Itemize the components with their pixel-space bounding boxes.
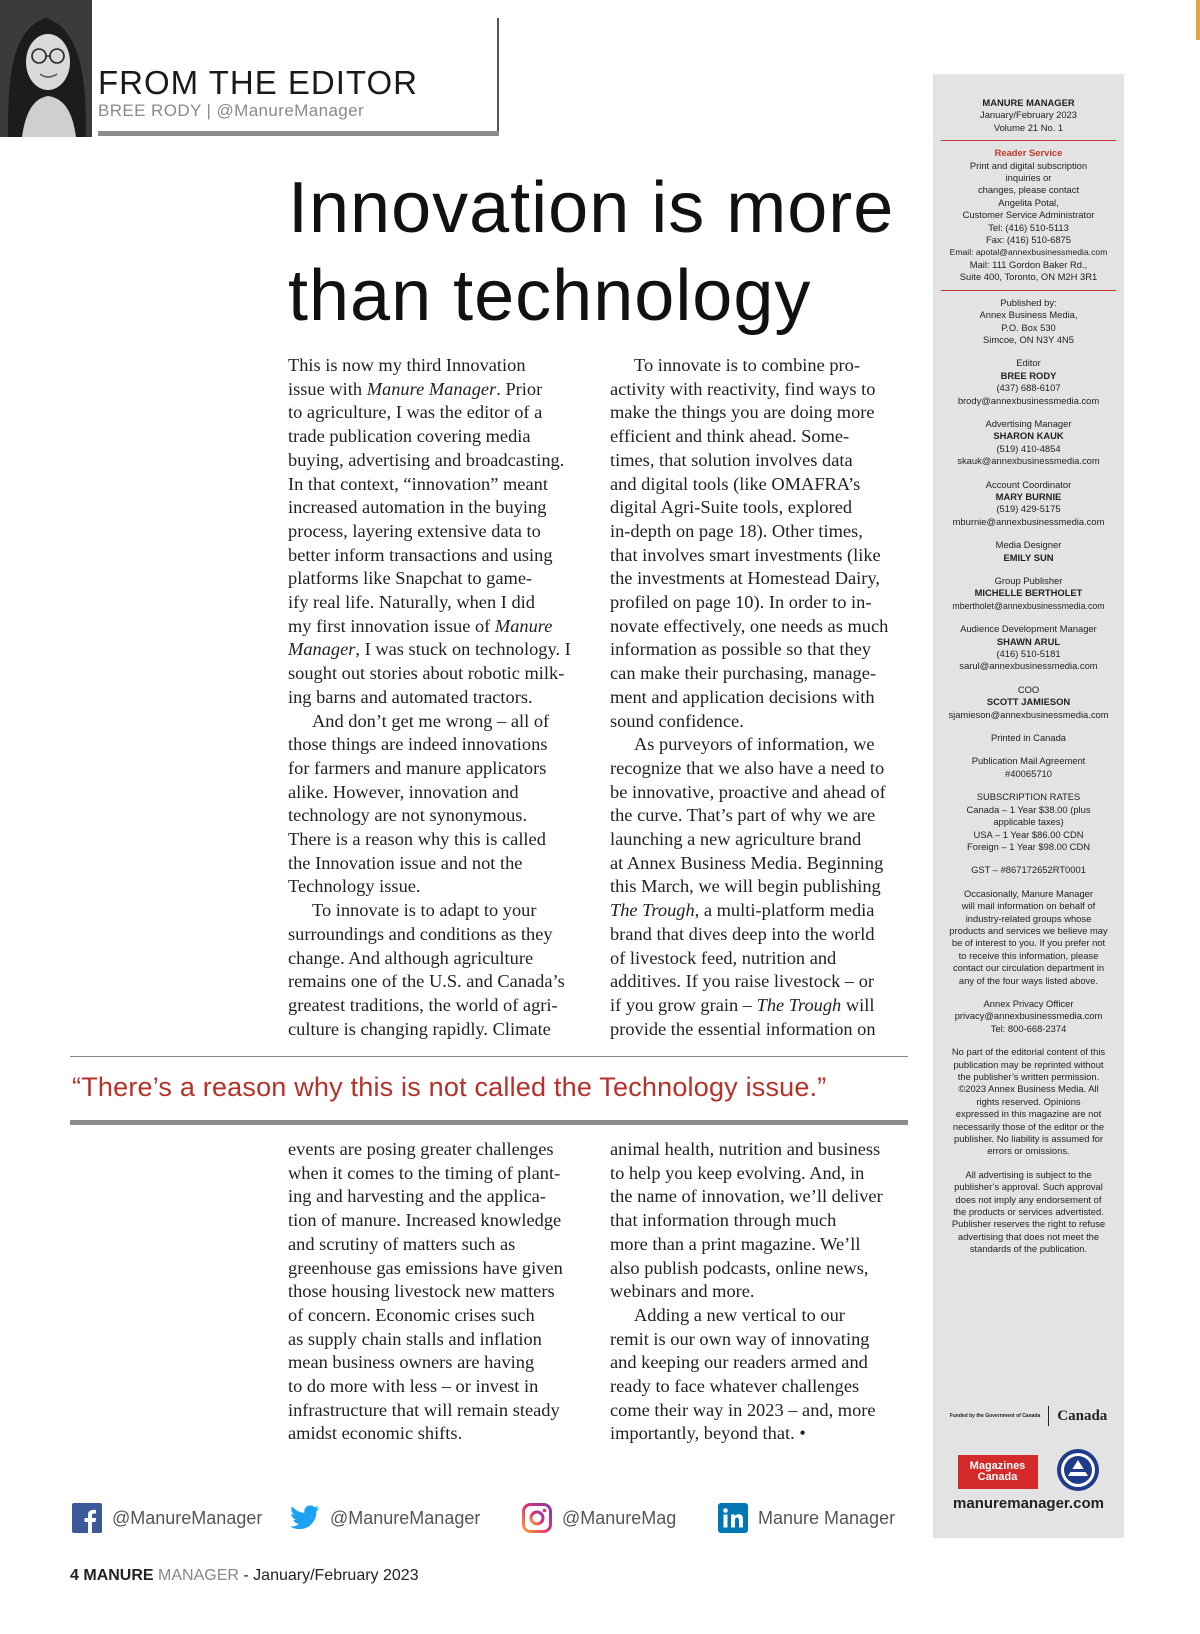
twitter-handle: @ManureManager (330, 1507, 481, 1528)
reader-service-info: Print and digital subscription inquiries or changes, please contact Angelita Potal, Customer Service Administrator Tel: (416) 510-5113 Fax: (416) 510-6875 Email: apotal@annexbusinessmedia.com Mail: 111 Gordon Baker Rd., Suite 400, Toronto, ON M2H 3R1 (949, 159, 1108, 283)
staff-coo: COO SCOTT JAMIESON sjamieson@annexbusinessmedia.com (948, 683, 1109, 720)
copyright-notice: No part of the editorial content of this publication may be reprinted without the publisher’s written permission. ©2023 Annex Business Media. All rights reserved. Opinions expressed in this magazine are not necessarily those of the editor or the publisher. No liability is assumed for errors or omissions. (951, 1046, 1106, 1157)
pullquote-top-rule (70, 1056, 908, 1057)
canada-wordmark: Canada (1057, 1407, 1108, 1424)
masthead-title: MANURE MANAGER (982, 97, 1075, 108)
staff-group-publisher: Group Publisher MICHELLE BERTHOLET mbertholet@annexbusinessmedia.com (952, 575, 1105, 611)
article-headline (288, 164, 908, 340)
body-paragraph: As purveyors of information, we recognize that we also have a need to be innovative, proactive and ahead of the curve. That’s part of why we are launching a new agriculture brand at Annex Business Media. Beginning this March, we will begin publishing The Trough, a multi-platform media brand that dives deep into the world of livestock feed, nutrition and additives. If you raise livestock – or if you grow grain – The Trough will provide the essential information on (610, 734, 886, 1039)
gst-number: GST – #867172652RT0001 (971, 864, 1086, 876)
instagram-icon (522, 1503, 552, 1533)
staff-audience-development: Audience Development Manager SHAWN ARUL (416) 510-5181 sarul@annexbusinessmedia.com (959, 623, 1098, 672)
headline-line-1: Innovation is more (288, 168, 895, 248)
social-instagram[interactable] (522, 1500, 676, 1536)
website-url[interactable]: manuremanager.com (953, 1495, 1104, 1512)
body-paragraph: Adding a new vertical to our remit is our own way of innovating and keeping our readers armed and ready to face whatever challenges come their way in 2023 – and, more importantly, beyond that. • (610, 1304, 876, 1444)
page-footer (70, 1567, 419, 1585)
privacy-officer: Annex Privacy Officer privacy@annexbusinessmedia.com Tel: 800-668-2374 (954, 997, 1103, 1034)
publisher-info: Published by: Annex Business Media, P.O. Box 530 Simcoe, ON N3Y 4N5 (979, 296, 1078, 345)
audit-seal-icon (1056, 1448, 1100, 1495)
printed-in: Printed in Canada (990, 732, 1067, 744)
masthead-sidebar (933, 74, 1124, 1538)
article-column-1-top (288, 354, 598, 1041)
facebook-handle: @ManureManager (112, 1507, 263, 1528)
mailing-notice: Occasionally, Manure Manager will mail information on behalf of industry-related groups whose products and services we believe may be of interest to you. If you prefer not to receive this information, please contact our circulation department in any of the four ways listed above. (949, 887, 1108, 986)
social-twitter[interactable] (290, 1500, 480, 1536)
logo-divider (1048, 1406, 1049, 1426)
pullquote-bottom-rule (70, 1120, 908, 1125)
body-paragraph: events are posing greater challenges when it comes to the timing of plant- ing and harvesting and the applica- tion of manure. Increased knowledge and scrutiny of matters such as greenhouse gas emissions have given those housing livestock new matters of concern. Economic crises such as supply chain stalls and inflation mean business owners are having to do more with less – or invest in infrastructure that will remain steady amidst economic shifts. (288, 1139, 563, 1444)
staff-editor: Editor BREE RODY (437) 688-6107 brody@annexbusinessmedia.com (957, 357, 1100, 406)
headline-line-2: than technology (288, 256, 812, 336)
masthead-divider (941, 290, 1116, 291)
linkedin-icon (718, 1503, 748, 1533)
body-paragraph: To innovate is to combine pro- activity with reactivity, find ways to make the things you are doing more efficient and think ahead. Some- times, that solution involves data and digital tools (like OMAFRA’s digital Agri-Suite tools, explored in-depth on page 18). Other times, that involves smart investments (like the investments at Homestead Dairy, profiled on page 10). In order to in- novate effectively, one needs as much information as possible so that they can make their purchasing, manage- ment and application decisions with sound confidence. (610, 355, 889, 731)
magazines-canada-logo: Magazines Canada (958, 1455, 1038, 1489)
page-number: 4 (70, 1567, 79, 1584)
footer-brand-light: MANAGER (158, 1567, 239, 1584)
byline: BREE RODY | @ManureManager (98, 101, 365, 120)
footer-issue: - January/February 2023 (243, 1567, 419, 1584)
staff-media-designer: Media Designer EMILY SUN (995, 539, 1062, 563)
funded-by-text: Funded by the Government of Canada (949, 1412, 1041, 1419)
header-rule (98, 131, 499, 136)
staff-account-coordinator: Account Coordinator MARY BURNIE (519) 429-5175 mburnie@annexbusinessmedia.com (952, 478, 1105, 527)
subscription-rates: SUBSCRIPTION RATES Canada – 1 Year $38.00 (plus applicable taxes) USA – 1 Year $86.00 CDN Foreign – 1 Year $98.00 CDN (966, 791, 1091, 852)
editor-photo (0, 0, 92, 137)
instagram-handle: @ManureMag (562, 1507, 677, 1528)
masthead-divider (941, 140, 1116, 141)
reader-service-label: Reader Service (994, 147, 1063, 159)
twitter-icon (290, 1503, 320, 1533)
body-paragraph: This is now my third Innovation issue with Manure Manager. Prior to agriculture, I was the editor of a trade publication covering media buying, advertising and broadcasting. In that context, “innovation” meant increased automation in the buying process, layering extensive data to better inform transactions and using platforms like Snapchat to game- ify real life. Naturally, when I did my first innovation issue of Manure Manager, I was stuck on technology. I sought out stories about robotic milk- ing barns and automated tractors. (288, 355, 571, 707)
masthead-issue: January/February 2023 (980, 109, 1077, 121)
linkedin-handle: Manure Manager (758, 1507, 896, 1528)
body-paragraph: animal health, nutrition and business to help you keep evolving. And, in the name of innovation, we’ll deliver that information through much more than a print magazine. We’ll also publish podcasts, online news, webinars and more. (610, 1139, 883, 1302)
section-title: FROM THE EDITOR (98, 64, 418, 101)
facebook-icon (72, 1503, 102, 1533)
pullquote: “There’s a reason why this is not called the Technology issue.” (72, 1072, 827, 1102)
header-divider (497, 18, 499, 134)
footer-brand-bold: MANURE (83, 1567, 154, 1584)
article-column-2-bottom (610, 1138, 910, 1446)
body-paragraph: To innovate is to adapt to your surroundings and conditions as they change. And although agriculture remains one of the U.S. and Canada’s greatest traditions, the world of agri- culture is changing rapidly. Climate (288, 900, 565, 1039)
staff-advertising-manager: Advertising Manager SHARON KAUK (519) 410-4854 skauk@annexbusinessmedia.com (957, 417, 1100, 467)
body-paragraph: And don’t get me wrong – all of those things are indeed innovations for farmers and manure applicators alike. However, innovation and technology are not synonymous. There is a reason why this is called the Innovation issue and not the Technology issue. (288, 710, 550, 897)
article-column-2-top (610, 354, 910, 1041)
masthead-volume: Volume 21 No. 1 (993, 121, 1064, 133)
social-facebook[interactable] (72, 1500, 262, 1536)
advertising-notice: All advertising is subject to the publisher’s approval. Such approval does not imply any endorsement of the products or services advertisted. Publisher reserves the right to refuse advertising that does not meet the standards of the publication. (951, 1168, 1106, 1255)
mail-agreement: Publication Mail Agreement #40065710 (971, 755, 1086, 779)
social-linkedin[interactable] (718, 1500, 895, 1536)
article-column-1-bottom (288, 1138, 598, 1446)
page-edge-accent (1196, 0, 1200, 40)
funding-logos (933, 1404, 1124, 1495)
